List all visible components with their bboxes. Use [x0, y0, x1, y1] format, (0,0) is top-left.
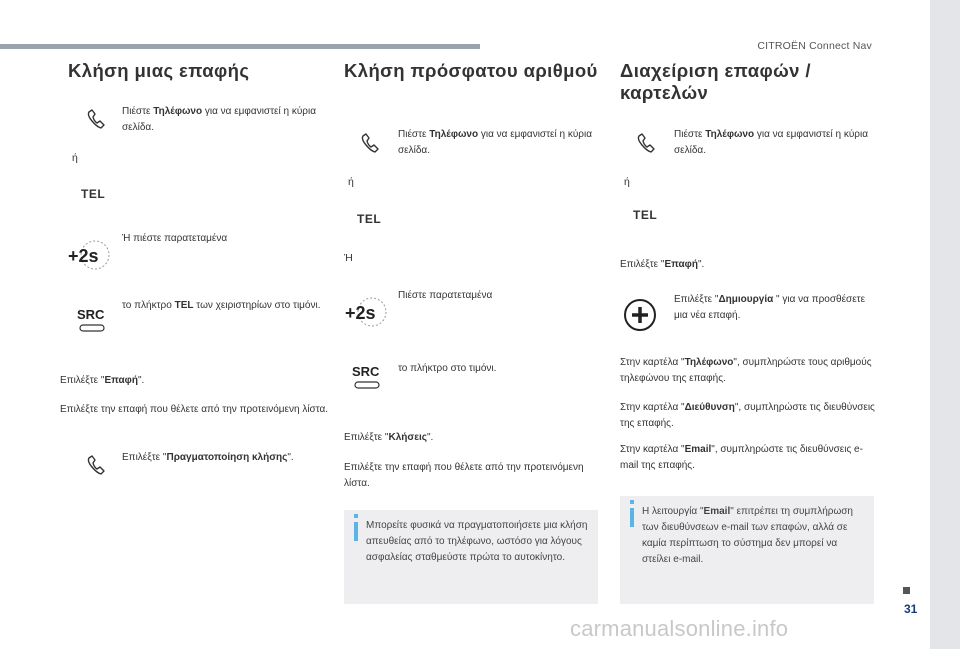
select-calls-text: Επιλέξτε "Κλήσεις". [344, 432, 434, 443]
select-contact-text: Επιλέξτε "Επαφή". [60, 375, 145, 386]
svg-text:+2s: +2s [345, 303, 376, 323]
address-tab-text: Στην καρτέλα "Διεύθυνση", συμπληρώστε τις διευθύνσεις της επαφής. [620, 402, 875, 429]
section-title: Κλήση πρόσφατου αριθμού [344, 60, 598, 81]
header-rule [0, 44, 480, 49]
step-long-press-text: Πιέστε παρατεταμένα [398, 290, 493, 301]
step-phone-text: Πιέστε Τηλέφωνο για να εμφανιστεί η κύρια σελίδα. [398, 129, 592, 156]
info-icon-bar [354, 522, 358, 541]
src-key-icon [351, 364, 385, 397]
phone-icon [84, 106, 110, 137]
step-create-text: Επιλέξτε "Δημιουργία " για να προσθέσετε μια νέα επαφή. [674, 294, 866, 321]
svg-text:+2s: +2s [68, 246, 99, 266]
step-long-press-text: Ή πιέστε παρατεταμένα [122, 233, 228, 244]
info-note [344, 510, 598, 604]
tel-key: TEL [81, 187, 106, 201]
step-phone-text: Πιέστε Τηλέφωνο για να εμφανιστεί η κύρια σελίδα. [122, 106, 316, 133]
or-label: ή [348, 176, 354, 188]
brand-label: CITROËN Connect Nav [757, 40, 872, 52]
info-icon [354, 514, 358, 518]
tel-key: TEL [633, 208, 658, 222]
info-note-text: Μπορείτε φυσικά να πραγματοποιήσετε μια κλήση απευθείας από το τηλέφωνο, ωστόσο για λόγους ασφαλείας σταθμεύστε πρώτα το αυτοκίνητο. [366, 520, 588, 563]
select-from-list-text: Επιλέξτε την επαφή που θέλετε από την προτεινόμενη λίστα. [344, 462, 584, 489]
svg-text:SRC: SRC [77, 307, 105, 322]
info-icon [630, 500, 634, 504]
page-number: 31 [904, 602, 918, 616]
phone-icon [358, 130, 384, 161]
select-from-list-text: Επιλέξτε την επαφή που θέλετε από την προτεινόμενη λίστα. [60, 404, 329, 415]
svg-text:SRC: SRC [352, 364, 380, 379]
or-label: ή [624, 176, 630, 188]
src-key-icon [76, 307, 110, 340]
step-phone-text: Πιέστε Τηλέφωνο για να εμφανιστεί η κύρια σελίδα. [674, 129, 868, 156]
phone-icon [84, 452, 110, 483]
column-call-contact [68, 60, 323, 82]
page-marker [903, 587, 910, 594]
long-press-icon [66, 238, 112, 277]
column-manage-contacts [620, 60, 875, 104]
section-title: Κλήση μιας επαφής [68, 60, 250, 81]
info-icon-bar [630, 508, 634, 527]
or-label-capital: Ή [344, 252, 353, 264]
info-note [620, 496, 874, 604]
watermark: carmanualsonline.info [570, 616, 789, 641]
email-tab-text: Στην καρτέλα "Email", συμπληρώστε τις διευθύνσεις e-mail της επαφής. [620, 444, 863, 471]
step-src-text: το πλήκτρο στο τιμόνι. [398, 363, 497, 374]
tel-key: TEL [357, 212, 382, 226]
phone-tab-text: Στην καρτέλα "Τηλέφωνο", συμπληρώστε τους αριθμούς τηλεφώνου της επαφής. [620, 357, 872, 384]
section-title: Διαχείριση επαφών / καρτελών [620, 60, 811, 103]
phone-icon [634, 130, 660, 161]
add-contact-icon [622, 297, 658, 338]
step-make-call-text: Επιλέξτε "Πραγματοποίηση κλήσης". [122, 452, 294, 463]
column-call-recent [344, 60, 599, 82]
select-contact-text: Επιλέξτε "Επαφή". [620, 259, 705, 270]
side-strip [930, 0, 960, 649]
step-src-text: το πλήκτρο TEL των χειριστηρίων στο τιμόνι. [122, 300, 321, 311]
or-label: ή [72, 152, 78, 164]
info-note-text: Η λειτουργία "Email" επιτρέπει τη συμπλήρωση των διευθύνσεων e-mail των επαφών, αλλά σε καμία περίπτωση το σύστημα δεν μπορεί να στείλει e-mail. [642, 506, 853, 565]
long-press-icon [343, 295, 389, 334]
